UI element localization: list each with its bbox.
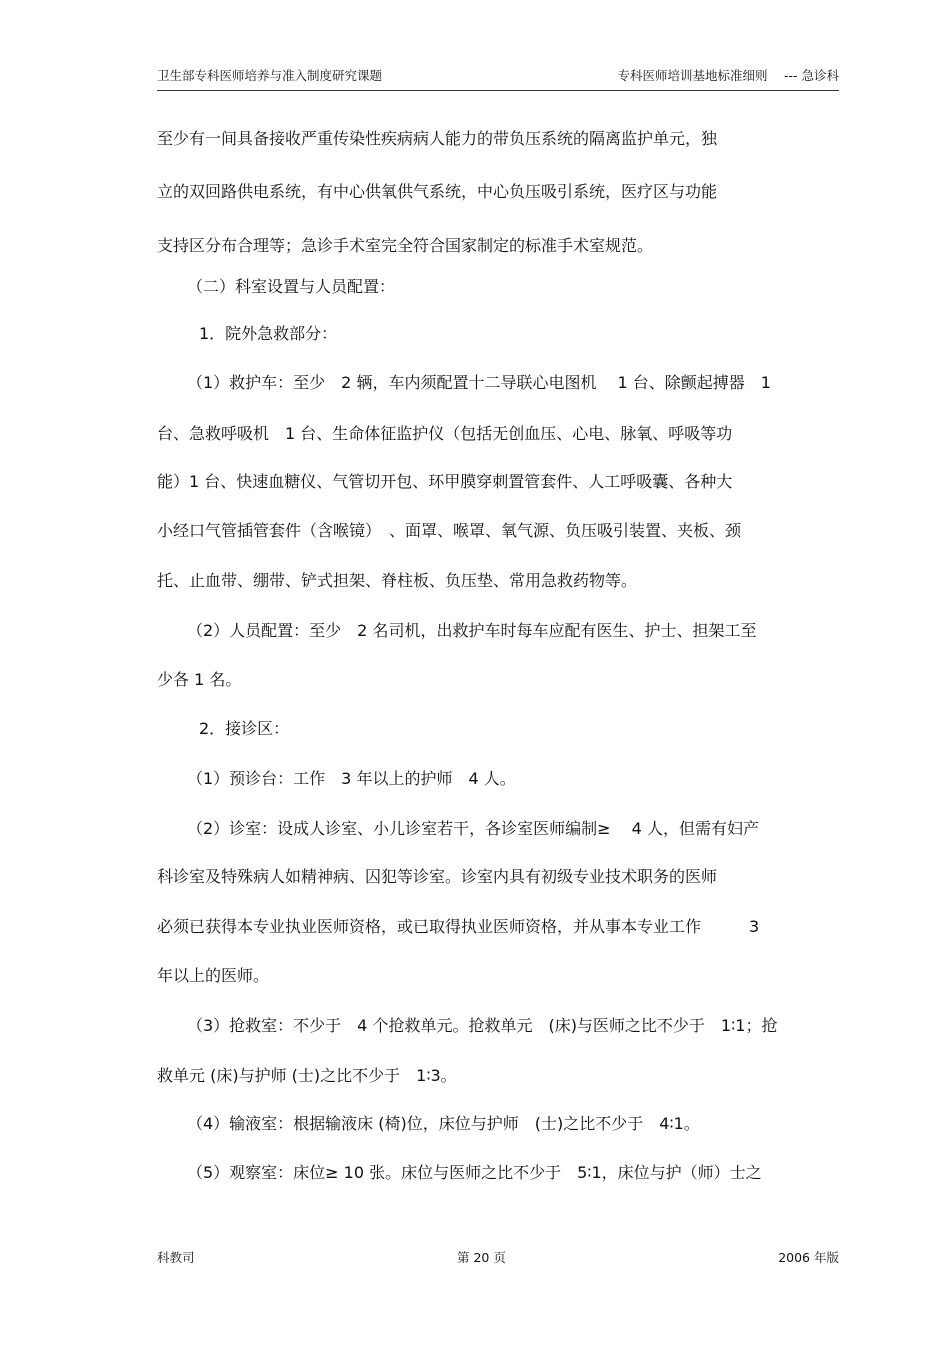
body-line: 必须已获得本专业执业医师资格，或已取得执业医师资格，并从事本专业工作 3 — [157, 917, 760, 936]
body-line: 至少有一间具备接收严重传染性疾病病人能力的带负压系统的隔离监护单元，独 — [157, 129, 718, 148]
body-line: 立的双回路供电系统，有中心供氧供气系统，中心负压吸引系统，医疗区与功能 — [157, 182, 718, 201]
body-line: （4）输液室：根据输液床 (椅)位，床位与护师 (士)之比不少于 4∶1。 — [187, 1114, 700, 1133]
page-header — [157, 66, 839, 91]
header-left-title: 卫生部专科医师培养与准入制度研究课题 — [157, 68, 383, 83]
body-line: （3）抢救室：不少于 4 个抢救单元。抢救单元 (床)与医师之比不少于 1∶1；抢 — [187, 1016, 778, 1035]
subsection-heading: 2．接诊区： — [199, 719, 290, 738]
body-line: 年以上的医师。 — [157, 966, 270, 985]
body-line: 托、止血带、绷带、铲式担架、脊柱板、负压垫、常用急救药物等。 — [157, 571, 638, 590]
body-line: 科诊室及特殊病人如精神病、囚犯等诊室。诊室内具有初级专业技术职务的医师 — [157, 867, 718, 886]
body-line: 小经口气管插管套件（含喉镜） 、面罩、喉罩、氧气源、负压吸引装置、夹板、颈 — [157, 521, 742, 540]
subsection-heading: 1．院外急救部分： — [199, 324, 338, 343]
body-line: 能）1 台、快速血糖仪、气管切开包、环甲膜穿刺置管套件、人工呼吸囊、各种大 — [157, 472, 733, 491]
body-line: 救单元 (床)与护师 (士)之比不少于 1∶3。 — [157, 1066, 457, 1085]
body-line: 少各 1 名。 — [157, 670, 242, 689]
footer-edition: 2006 年版 — [778, 1250, 839, 1265]
body-line: （1）预诊台：工作 3 年以上的护师 4 人。 — [187, 769, 516, 788]
body-line: （2）诊室：设成人诊室、小儿诊室若干，各诊室医师编制≥ 4 人，但需有妇产 — [187, 819, 759, 838]
body-line: （5）观察室：床位≥ 10 张。床位与医师之比不少于 5∶1，床位与护（师）士之 — [187, 1163, 762, 1182]
section-heading: （二）科室设置与人员配置： — [187, 277, 396, 296]
body-line: （1）救护车：至少 2 辆，车内须配置十二导联心电图机 1 台、除颤起搏器 1 — [187, 373, 771, 392]
footer-department: 科教司 — [157, 1250, 195, 1265]
page-number: 第 20 页 — [457, 1250, 506, 1265]
body-line: 台、急救呼吸机 1 台、生命体征监护仪（包括无创血压、心电、脉氧、呼吸等功 — [157, 424, 733, 443]
header-right-title: 专科医师培训基地标准细则 --- 急诊科 — [617, 68, 839, 83]
body-line: （2）人员配置：至少 2 名司机，出救护车时每车应配有医生、护士、担架工至 — [187, 621, 757, 640]
body-line: 支持区分布合理等；急诊手术室完全符合国家制定的标准手术室规范。 — [157, 236, 654, 255]
